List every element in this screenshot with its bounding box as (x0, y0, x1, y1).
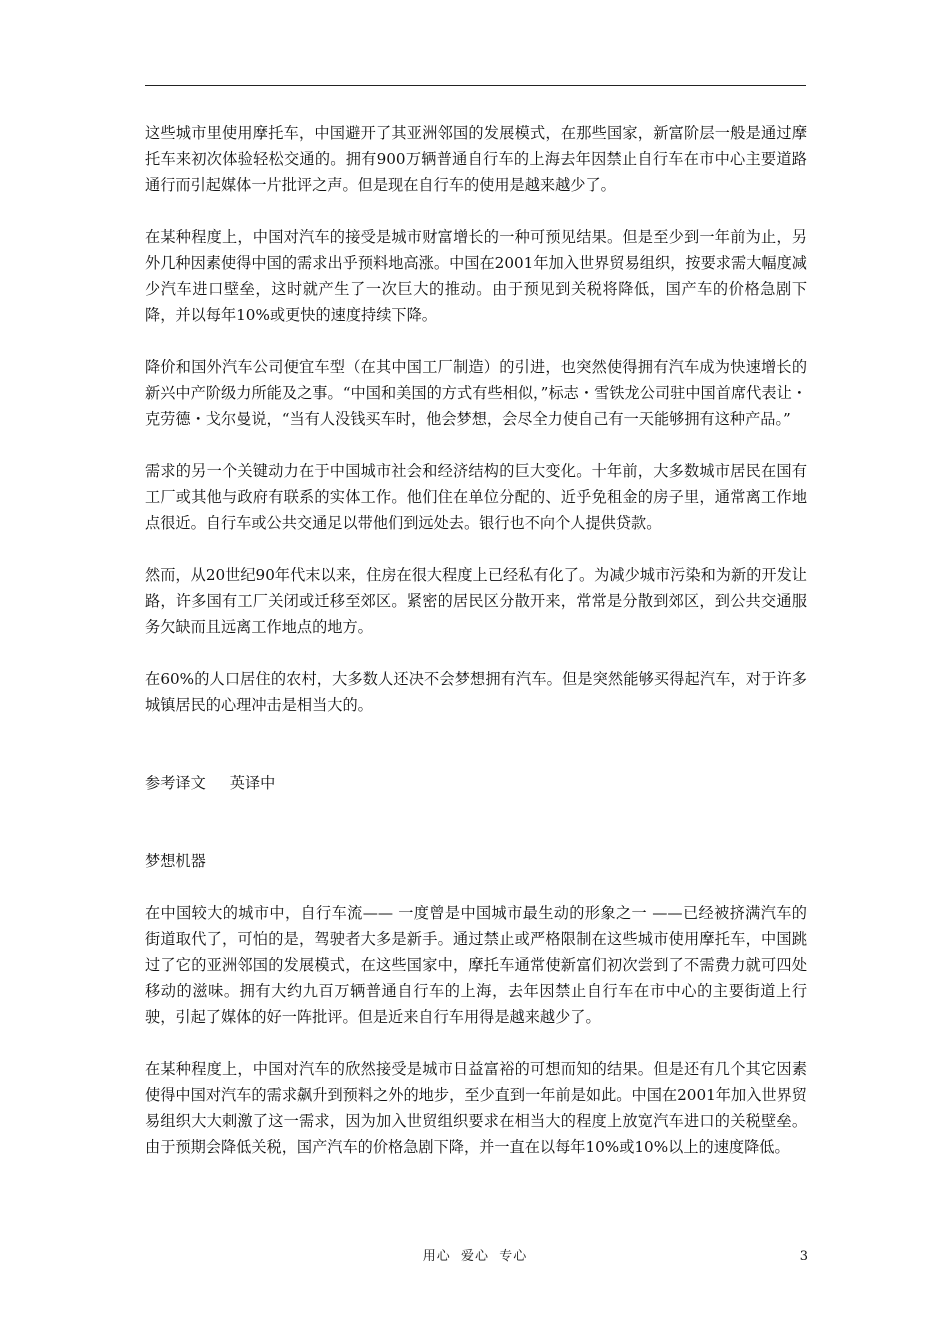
translation-paragraph-2: 在某种程度上，中国对汽车的欣然接受是城市日益富裕的可想而知的结果。但是还有几个其它因素使得中国对汽车的需求飙升到预料之外的地步，至少直到一年前是如此。中国在2001年加入世界贸易组织大大刺激了这一需求，因为加入世贸组织要求在相当大的程度上放宽汽车进口的关税壁垒。由于预期会降低关税，国产汽车的价格急剧下降，并一直在以每年10%或10%以上的速度降低。 (145, 1060, 807, 1156)
paragraph-6: 在60%的人口居住的农村，大多数人还决不会梦想拥有汽车。但是突然能够买得起汽车，对于许多城镇居民的心理冲击是相当大的。 (145, 670, 807, 714)
paragraph-3: 降价和国外汽车公司便宜车型（在其中国工厂制造）的引进，也突然使得拥有汽车成为快速增长的新兴中产阶级力所能及之事。“中国和美国的方式有些相似，”标志・雪铁龙公司驻中国首席代表让・克劳德・戈尔曼说，“当有人没钱买车时，他会梦想，会尽全力使自己有一天能够拥有这种产品。” (145, 358, 807, 428)
header-rule (145, 85, 806, 86)
translation-paragraph-1: 在中国较大的城市中，自行车流—— 一度曾是中国城市最生动的形象之一 ——已经被挤满汽车的街道取代了，可怕的是，驾驶者大多是新手。通过禁止或严格限制在这些城市使用摩托车，中国跳过了它的亚洲邻国的发展模式，在这些国家中，摩托车通常使新富们初次尝到了不需费力就可四处移动的滋味。拥有大约九百万辆普通自行车的上海，去年因禁止自行车在市中心的主要街道上行驶，引起了媒体的好一阵批评。但是近来自行车用得是越来越少了。 (145, 904, 807, 1026)
reference-label: 参考译文 (145, 774, 206, 792)
paragraph-4: 需求的另一个关键动力在于中国城市社会和经济结构的巨大变化。十年前，大多数城市居民在国有工厂或其他与政府有联系的实体工作。他们住在单位分配的、近乎免租金的房子里，通常离工作地点很近。自行车或公共交通足以带他们到远处去。银行也不向个人提供贷款。 (145, 462, 807, 532)
paragraph-1: 这些城市里使用摩托车，中国避开了其亚洲邻国的发展模式，在那些国家，新富阶层一般是通过摩托车来初次体验轻松交通的。拥有900万辆普通自行车的上海去年因禁止自行车在市中心主要道路通行而引起媒体一片批评之声。但是现在自行车的使用是越来越少了。 (145, 124, 807, 194)
page-number: 3 (799, 1249, 808, 1264)
reference-heading (145, 770, 807, 796)
paragraph-2: 在某种程度上，中国对汽车的接受是城市财富增长的一种可预见结果。但是至少到一年前为止，另外几种因素使得中国的需求出乎预料地高涨。中国在2001年加入世界贸易组织，按要求需大幅度减少汽车进口壁垒，这时就产生了一次巨大的推动。由于预见到关税将降低，国产车的价格急剧下降，并以每年10%或更快的速度持续下降。 (145, 228, 807, 324)
footer-slogan: 用心 爱心 专心 (422, 1249, 528, 1264)
reference-direction: 英译中 (229, 774, 276, 792)
document-body (145, 120, 807, 1160)
section-title: 梦想机器 (145, 852, 206, 870)
paragraph-5: 然而，从20世纪90年代末以来，住房在很大程度上已经私有化了。为减少城市污染和为新的开发让路，许多国有工厂关闭或迁移至郊区。紧密的居民区分散开来，常常是分散到郊区，到公共交通服务欠缺而且远离工作地点的地方。 (145, 566, 807, 636)
